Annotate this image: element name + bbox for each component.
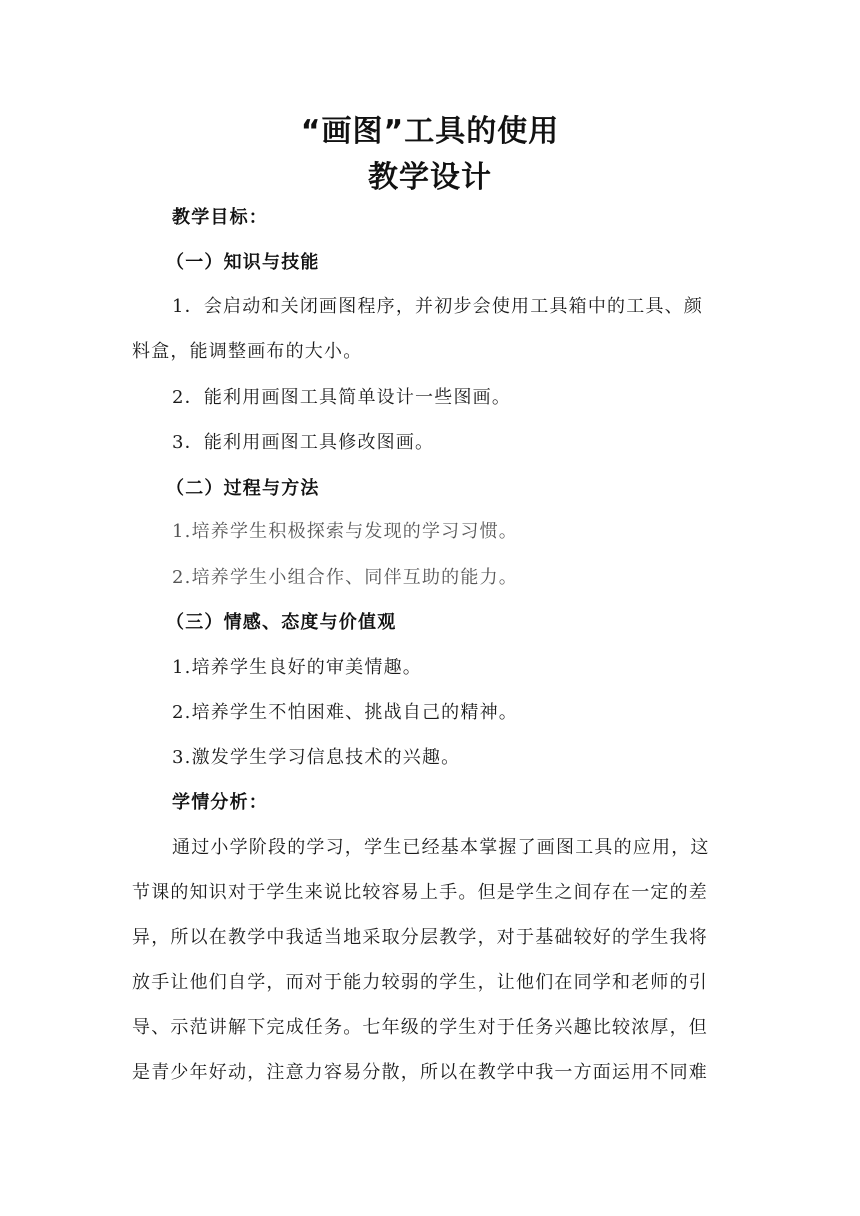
section-knowledge-heading: （一）知识与技能: [166, 252, 320, 273]
knowledge-item-1-line-2: 料盒，能调整画布的大小。: [132, 341, 363, 362]
section-process-heading: （二）过程与方法: [166, 478, 320, 499]
knowledge-item-2: 2．能利用画图工具简单设计一些图画。: [172, 387, 512, 408]
attitude-item-3: 3.激发学生学习信息技术的兴趣。: [172, 747, 461, 768]
process-item-2: 2.培养学生小组合作、同伴互助的能力。: [172, 567, 518, 588]
analysis-paragraph-line: 通过小学阶段的学习，学生已经基本掌握了画图工具的应用，这: [172, 837, 710, 858]
knowledge-item-1-line-1: 1．会启动和关闭画图程序，并初步会使用工具箱中的工具、颜: [172, 296, 704, 317]
analysis-paragraph-line: 放手让他们自学，而对于能力较弱的学生，让他们在同学和老师的引: [132, 972, 708, 993]
document-subtitle: 教学设计: [368, 160, 492, 195]
attitude-item-2: 2.培养学生不怕困难、挑战自己的精神。: [172, 702, 518, 723]
section-attitude-heading: （三）情感、态度与价值观: [166, 612, 397, 633]
analysis-heading: 学情分析：: [172, 792, 268, 813]
analysis-paragraph-line: 导、示范讲解下完成任务。七年级的学生对于任务兴趣比较浓厚，但: [132, 1017, 708, 1038]
knowledge-item-3: 3．能利用画图工具修改图画。: [172, 432, 435, 453]
document-title: “画图”工具的使用: [300, 114, 560, 149]
analysis-paragraph-line: 异，所以在教学中我适当地采取分层教学，对于基础较好的学生我将: [132, 927, 708, 948]
analysis-paragraph-line: 节课的知识对于学生来说比较容易上手。但是学生之间存在一定的差: [132, 882, 708, 903]
objectives-heading: 教学目标：: [172, 207, 268, 228]
analysis-paragraph-line: 是青少年好动，注意力容易分散，所以在教学中我一方面运用不同难: [132, 1062, 708, 1083]
process-item-1: 1.培养学生积极探索与发现的学习习惯。: [172, 521, 518, 542]
attitude-item-1: 1.培养学生良好的审美情趣。: [172, 657, 422, 678]
